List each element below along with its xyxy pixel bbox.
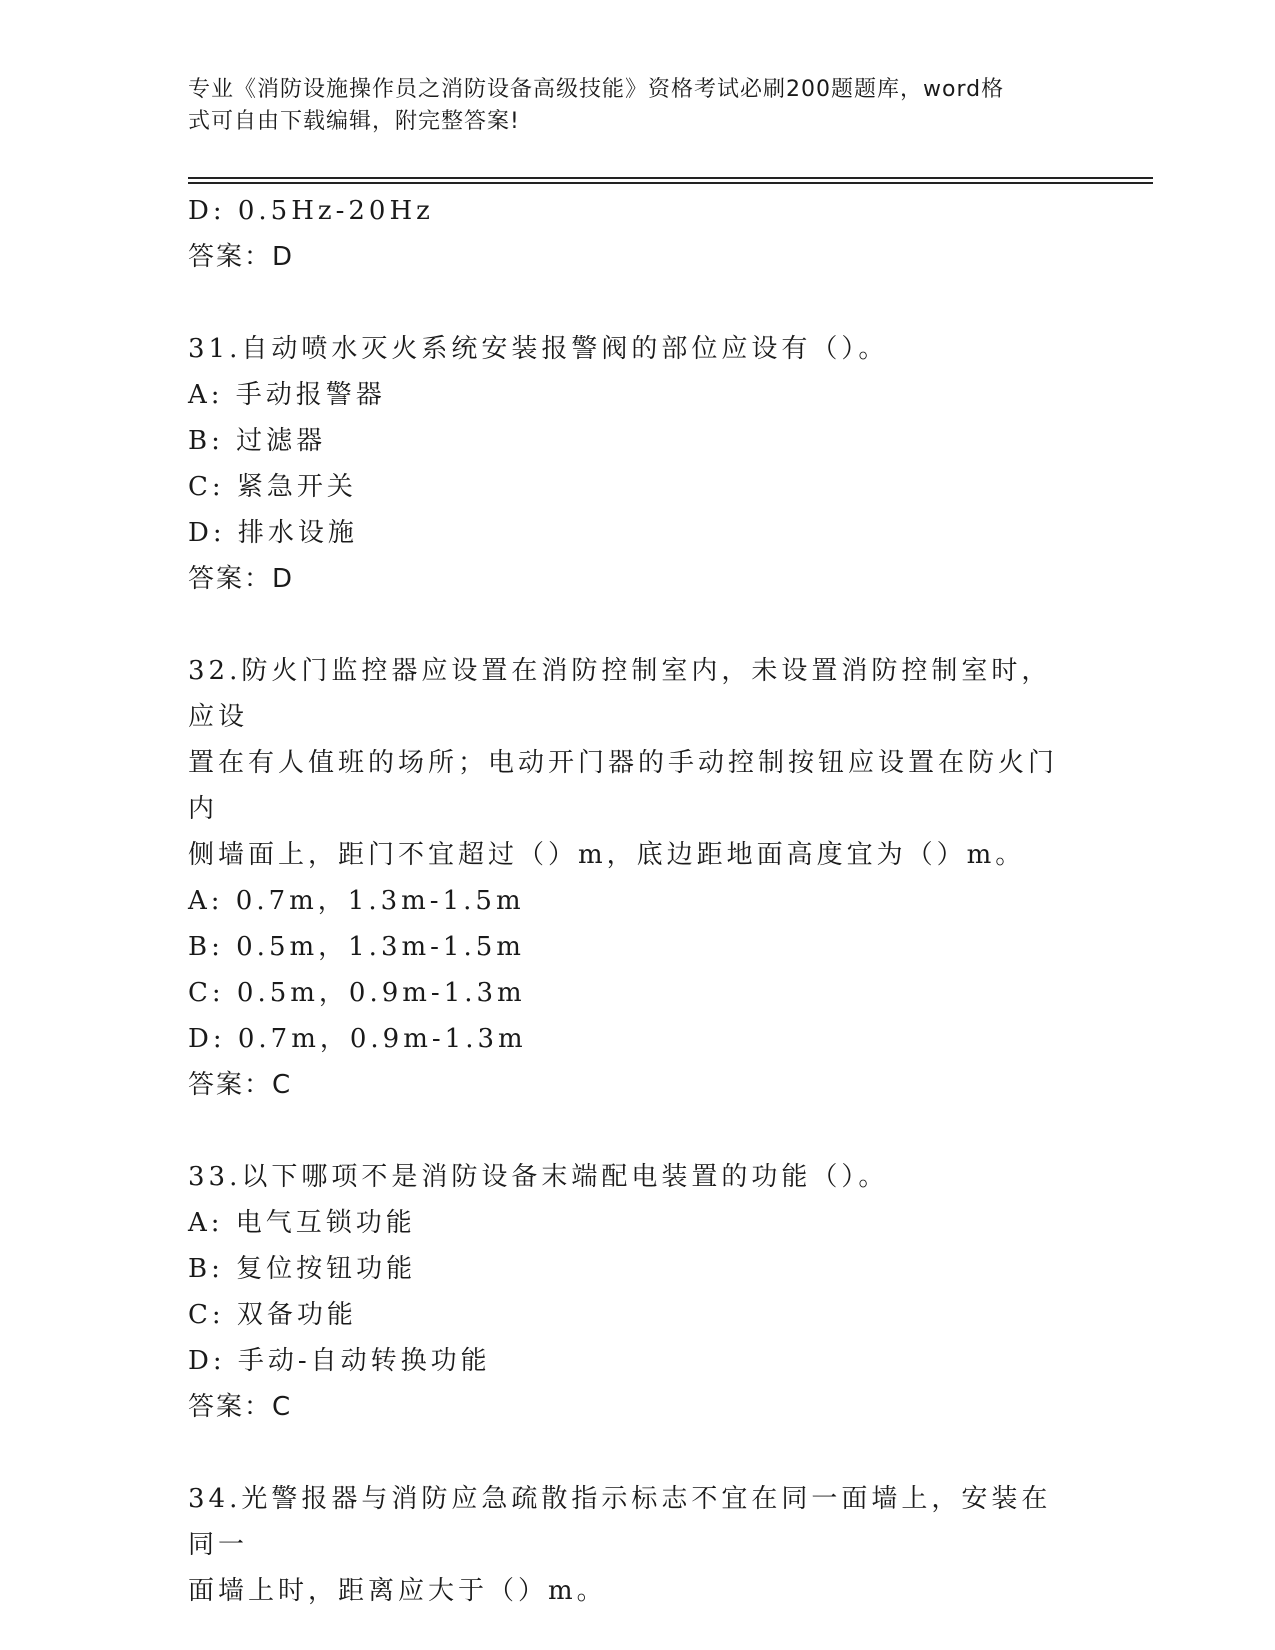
option-d: D: 手动-自动转换功能: [188, 1346, 491, 1376]
answer: 答案：C: [188, 1070, 293, 1100]
option-d: D: 排水设施: [188, 518, 358, 548]
header-line-2: 式可自由下载编辑，附完整答案!: [188, 109, 520, 134]
option-a: A: 手动报警器: [188, 380, 386, 410]
option-c: C: 紧急开关: [188, 472, 357, 502]
answer: 答案：D: [188, 564, 295, 594]
stem-line: 置在有人值班的场所；电动开门器的手动控制按钮应设置在防火门内: [188, 748, 1059, 824]
option-d: D: 0.5Hz-20Hz: [188, 196, 434, 226]
stem-line: 33.以下哪项不是消防设备末端配电装置的功能（）。: [188, 1162, 889, 1192]
question-34: [188, 1476, 1068, 1614]
document-header: [188, 74, 1068, 138]
option-b: B: 0.5m，1.3m-1.5m: [188, 932, 525, 962]
question-32: [188, 648, 1068, 1108]
question-stem: [188, 1154, 1068, 1200]
header-line-1: 专业《消防设施操作员之消防设备高级技能》资格考试必刷200题题库，word格: [188, 77, 1005, 102]
header-divider-bottom: [188, 182, 1153, 184]
option-b: B: 复位按钮功能: [188, 1254, 417, 1284]
stem-line: 34.光警报器与消防应急疏散指示标志不宜在同一面墙上，安装在同一: [188, 1484, 1052, 1560]
header-divider-top: [188, 177, 1153, 179]
stem-line: 面墙上时，距离应大于（）m。: [188, 1576, 607, 1606]
answer: 答案：C: [188, 1392, 293, 1422]
option-d: D: 0.7m，0.9m-1.3m: [188, 1024, 527, 1054]
question-stem: [188, 648, 1068, 878]
answer: 答案：D: [188, 242, 295, 272]
question-stem: [188, 326, 1068, 372]
previous-question-tail: [188, 188, 1068, 280]
option-c: C: 双备功能: [188, 1300, 357, 1330]
option-c: C: 0.5m，0.9m-1.3m: [188, 978, 526, 1008]
stem-line: 31.自动喷水灭火系统安装报警阀的部位应设有（）。: [188, 334, 889, 364]
stem-line: 32.防火门监控器应设置在消防控制室内，未设置消防控制室时，应设: [188, 656, 1052, 732]
option-a: A: 电气互锁功能: [188, 1208, 416, 1238]
option-a: A: 0.7m，1.3m-1.5m: [188, 886, 525, 916]
question-stem: [188, 1476, 1068, 1614]
question-31: [188, 326, 1068, 602]
question-list: [188, 188, 1068, 1614]
question-33: [188, 1154, 1068, 1430]
stem-line: 侧墙面上，距门不宜超过（）m，底边距地面高度宜为（）m。: [188, 840, 1026, 870]
option-b: B: 过滤器: [188, 426, 327, 456]
